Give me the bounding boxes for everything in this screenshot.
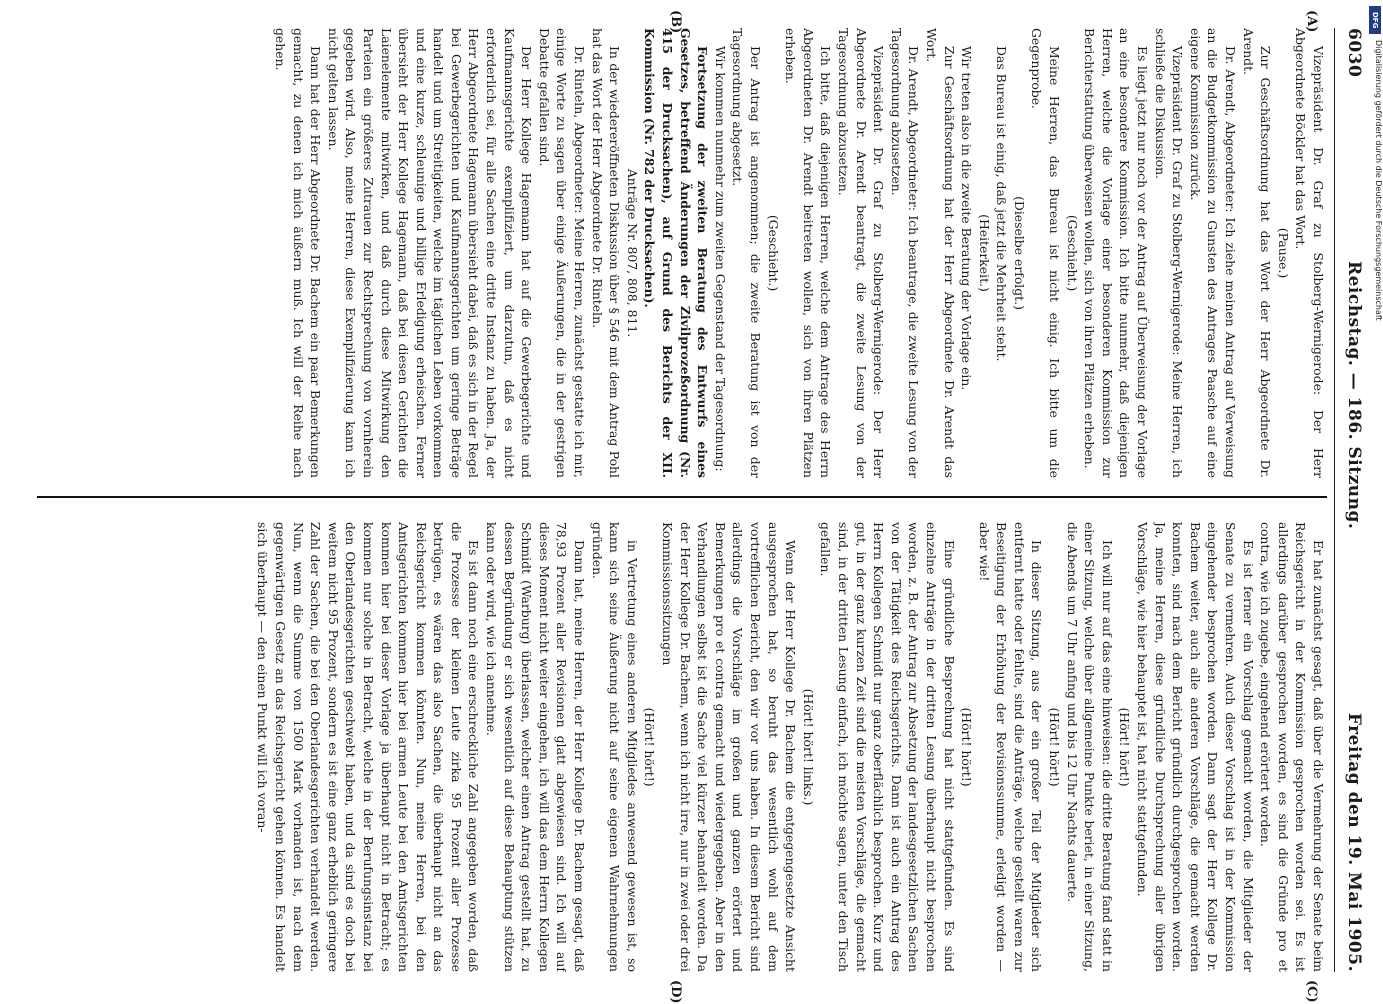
interjection: (Dieselbe erfolgt.) [1011,196,1027,310]
paragraph: Eine gründliche Besprechung hat nicht stattgefunden. Es sind einzelne Anträge in der dritten Lesung überhaupt nicht besprochen worden, z. B. der Antrag zur Absetzung der landesgesetzlichen Sachen von der Tätigkeit des Reichsgerichts. Dann ist auch ein Antrag des Herrn Kollegen Schmidt nur ganz oberflächlich besprochen. Kurz und gut, in der ganz kurzen Zeit sind die meisten Vorschläge, die gemacht sind, in der dritten Lesung einfach, ich möchte sagen, unter den Tisch gefallen. [818,522,957,972]
left-column [37,28,1327,478]
paragraph: Dann hat der Herr Abgeordnete Dr. Bachem ein paar Bemerkungen gemacht, zu denen ich mich äußern muß. Ich will der Reihe nach gehen. [272,28,324,478]
session-title: Reichstag. — 186. Sitzung. [1344,260,1364,530]
margin-marker-a: (A) [1304,10,1319,33]
interjection: (Hört! hört!) [959,707,975,787]
paragraph: Es ist dann noch eine erschreckliche Zahl angegeben worden, daß die Prozesse der kleinen Leute zirka 95 Prozent aller Prozesse betrügen, es wären das also Sachen, die überhaupt nicht an das Reichsgericht kommen könnten. Nun, meine Herren, bei den Amtsgerichten kommen hier bei armen Leute bei den Amtsgerichten kommen hier bei dieser Vorlage ja überhaupt nicht in Betracht; es kommen nur solche in Betracht, welche in der Berufungsinstanz bei den Oberlandesgerichten geschwebt haben, und da sind es doch bei weitem nicht 95 Prozent, sondern es ist eine ganz erheblich geringere Zahl der Sachen, die bei den Oberlandesgerichten verhandelt werden. Nun, wenn die Summe von 1500 Mark vorhanden ist, nach dem gegenwärtigen Gesetz an das Reichsgericht gehen können. Es handelt sich überhaupt — den einen Punkt will ich voran- [255,522,482,972]
paragraph: Es ist ferner ein Vorschlag gemacht worden, die Mitglieder der Senate zu vermehren. Auch dieser Vorschlag ist in der Kommission eingehender besprochen worden. Dann sagt der Herr Kollege Dr. Bachem weiter, auch alle anderen Vorschläge, die gemacht werden konnten, sind nach dem Bericht gründlich durchgesprochen worden. Ja, meine Herren, diese gründliche Durchsprechung aller übrigen Vorschläge, wie hier behauptet ist, hat nicht stattgefunden. [1135,522,1256,972]
paragraph: Er hat zunächst gesagt, daß über die Vermehrung der Senate beim Reichsgericht in der Kommission gesprochen worden sei. Es ist allerdings darüber gesprochen worden, es sind die Gründe pro et contra, wie ich zugebe, eingehend erörtert worden. [1258,522,1326,972]
paragraph: Es liegt jetzt nur noch vor der Antrag auf Überweisung der Vorlage an eine besondere Kommission. Ich bitte nunmehr, daß diejenigen Herren, welche die Vorlage einer besonderen Kommission zur Berichterstattung überweisen wollen, sich von ihren Plätzen erheben. [1082,28,1151,478]
paragraph: Dr. Rinteln, Abgeordneter: Meine Herren, zunächst gestatte ich mir, einige Worte zu sagen über einige Äußerungen, die in der gestrigen Debatte gefallen sind. [536,28,588,478]
interjection: (Pause.) [1275,227,1291,279]
interjection: (Geschieht.) [765,214,781,292]
paragraph: Fortsetzung der zweiten Beratung des Entwurfs eines Gesetzes, betreffend Änderungen der Zivilprozeßordnung (Nr. 415 der Drucksachen), auf Grund des Berichts der XII. Kommission (Nr. 782 der Drucksachen). [642,28,711,478]
paragraph: Vizepräsident Dr. Graf zu Stolberg-Wernigerode: Der Herr Abgeordnete Dr. Arendt beantragt, die zweite Lesung von der Tagesordnung abzusetzen. [835,28,887,478]
header-rule [1334,28,1335,972]
paragraph: Zur Geschäftsordnung hat das Wort der Herr Abgeordnete Dr. Arendt. [1240,28,1274,478]
interjection: Anträge Nr. 807, 808, 811. [624,168,640,338]
interjection: (Heiterkeit.) [976,214,992,292]
paragraph: In dieser Sitzung, aus der ein großer Teil der Mitglieder sich entfernt hatte oder fehlte, sind die Anträge, welche gestellt waren zur Beseitigung der Erhöhung der Revisionssumme, erledigt worden — aber wie! [976,522,1045,972]
column-divider [37,496,1327,498]
paragraph: Zur Geschäftsordnung hat der Herr Abgeordnete Dr. Arendt das Wort. [923,28,957,478]
interjection: (Hört! hört!) [642,707,658,787]
margin-marker-d: (D) [668,980,683,1004]
digitization-credit: Digitalisierung gefördert durch die Deutsche Forschungsgemeinschaft [1374,40,1383,321]
paragraph: Meine Herren, das Bureau ist nicht einig. Ich bitte um die Gegenprobe. [1029,28,1063,478]
page-number: 6030 [1344,28,1364,78]
interjection: (Geschieht.) [1064,214,1080,292]
interjection: (Hört! hört! links.) [800,688,816,806]
paragraph: Wir treten also in die zweite Beratung der Vorlage ein. [959,46,975,391]
paragraph: Ich will nur auf das eine hinweisen: die dritte Beratung fand statt in einer Sitzung, welche über allgemeine Punkte beriet, in einer Sitzung, die Abends um 7 Uhr anfing und bis 12 Uhr Nachts dauerte. [1064,522,1115,972]
paragraph: In der wiedereröffneten Diskussion über § 546 mit dem Antrag Pohl hat das Wort der Herr Abgeordnete Dr. Rinteln. [589,28,623,478]
interjection: (Hört! hört!) [1047,707,1063,787]
paragraph: Der Herr Kollege Hagemann hat auf die Gewerbegerichte und Kaufmannsgerichte exemplifiziert, um darzutun, daß es nicht erforderlich sei, für alle Sachen eine dritte Instanz zu haben. Ja, der Herr Abgeordnete Hagemann übersieht dabei, daß es sich in der Regel bei Gewerbegerichten und Kaufmannsgerichten um geringe Beträge handelt und um Streitigkeiten, welche im täglichen Leben vorkommen und eine kurze, schleunige und billige Erledigung erheischen. Ferner übersieht der Herr Kollege Hagemann, daß bei diesen Gerichten die Laienelemente mitwirken, und daß durch diese Mitwirkung den Parteien ein größeres Zutrauen zur Rechtsprechung von vornherein gegeben wird. Also, meine Herren, diese Exemplifizierung kann ich nicht gelten lassen. [325,28,535,478]
paragraph: Das Bureau ist einig, daß jetzt die Mehrheit steht. [994,46,1010,362]
paragraph: Ich bitte, daß diejenigen Herren, welche dem Antrage des Herrn Abgeordneten Dr. Arendt beitreten wollen, sich von ihren Plätzen erheben. [783,28,834,478]
right-column [37,522,1327,972]
margin-marker-b: (B) [668,10,683,34]
paragraph: Der Antrag ist angenommen; die zweite Beratung ist von der Tagesordnung abgesetzt. [730,28,763,478]
dfg-logo: DFG [1369,6,1381,34]
paragraph: in Vertretung eines anderen Mitgliedes anwesend gewesen ist, so kann sich seine Äußerung nicht auf seine eigenen Wahrnehmungen gründen. [589,522,640,972]
paragraph: Wir kommen nunmehr zum zweiten Gegenstand der Tagesordnung: [712,46,728,472]
paragraph: Wenn der Herr Kollege Dr. Bachem die entgegengesetzte Ansicht ausgesprochen hat, so beruht das wesentlich wohl auf dem vortrefflichen Bericht, den wir vor uns haben. In diesem Bericht sind allerdings die Vorschläge im großen und ganzen erörtert und Bemerkungen pro et contra gemacht und wiedergegeben. Aber in den Verhandlungen selbst ist die Sache viel kürzer behandelt worden. Da der Herr Kollege Dr. Bachem, wenn ich nicht irre, nur in zwei oder drei Kommissionssitzungen [660,522,799,972]
page-header [1339,28,1369,972]
session-date: Freitag den 19. Mai 1905. [1344,712,1364,972]
paragraph: Dr. Arendt, Abgeordneter: Ich ziehe meinen Antrag auf Verweisung an die Budgetkommission zu Gunsten des Antrages Paasche auf eine eigene Kommission zurück. [1187,28,1239,478]
interjection: (Hört! hört!) [1117,707,1133,787]
paragraph: Vizepräsident Dr. Graf zu Stolberg-Wernigerode: Meine Herren, ich schließe die Diskussion. [1152,28,1186,478]
paragraph: Dann hat, meine Herren, der Herr Kollege Dr. Bachem gesagt, daß 78,93 Prozent aller Revisionen glatt abgewiesen sind. Ich will auf dieses Moment nicht weiter eingehen, ich will das dem Herrn Kollegen Schmidt (Warburg) überlassen, welcher einen Antrag gestellt hat, zu dessen Begründung er sich wesentlich auf diese Behauptung stützen kann oder wird, wie ich annehme. [484,522,588,972]
paragraph: Dr. Arendt, Abgeordneter: Ich beantrage, die zweite Lesung von der Tagesordnung abzusetzen. [888,28,922,478]
margin-marker-c: (C) [1304,980,1319,1003]
paragraph: Vizepräsident Dr. Graf zu Stolberg-Wernigerode: Der Herr Abgeordnete Böckler hat das Wort. [1293,28,1326,478]
